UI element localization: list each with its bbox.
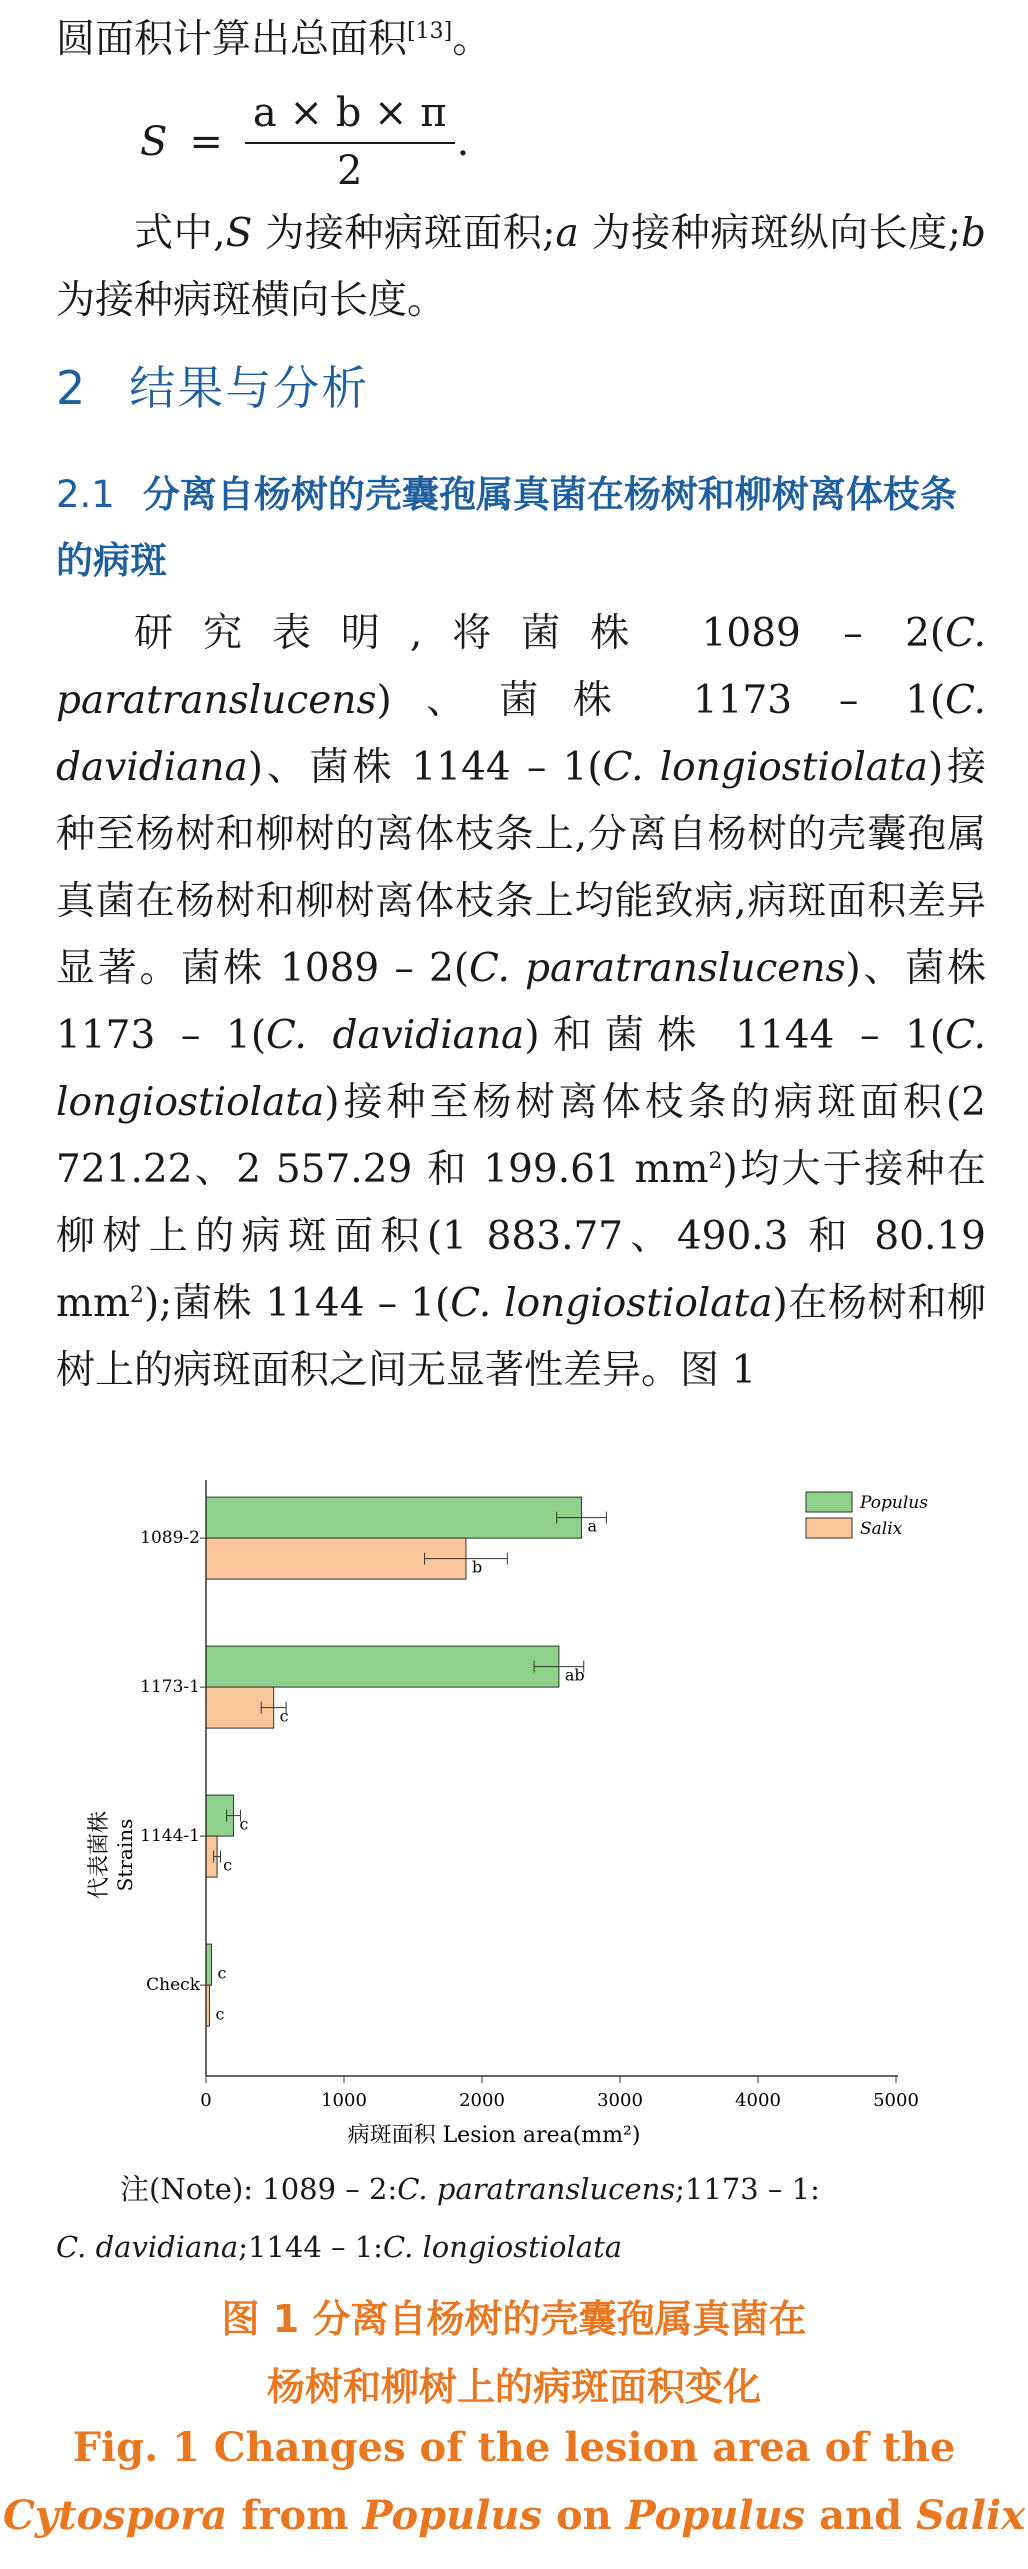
species-name: C. longiostiolata xyxy=(602,745,928,790)
x-tick-label: 4000 xyxy=(735,2090,781,2111)
significance-label: ab xyxy=(564,1665,585,1685)
y-tick-label: 1089-2 xyxy=(140,1528,200,1549)
text-run: )和菌株 1144 – 1( xyxy=(524,1013,946,1058)
y-tick-label: 1173-1 xyxy=(140,1677,200,1698)
significance-label: c xyxy=(279,1706,289,1726)
subsection-number: 2.1 xyxy=(56,473,115,516)
x-tick-label: 2000 xyxy=(459,2090,505,2111)
subsection-heading xyxy=(56,462,986,594)
species-name: C. davidiana xyxy=(266,1013,525,1058)
text-run: )、菌株 1173 – 1( xyxy=(376,678,946,723)
species-name: C. paratranslucens xyxy=(56,611,986,723)
significance-label: c xyxy=(223,1855,233,1875)
caption-genus: Populus xyxy=(362,2492,543,2539)
text-run: )在杨树和柳树上的病斑面积之间无显著性差异。图 1 xyxy=(56,1281,986,1393)
formula-equals: = xyxy=(189,119,223,165)
caption-cn-line-2: 杨树和柳树上的病斑面积变化 xyxy=(266,2365,761,2409)
text-run: )、菌株 1144 – 1( xyxy=(247,745,603,790)
text-run: 圆面积计算出总面积 xyxy=(56,17,408,62)
text-run: and xyxy=(805,2492,916,2539)
significance-label: c xyxy=(239,1814,249,1834)
text-run: 式中, xyxy=(134,211,226,256)
species-name: C. paratranslucens xyxy=(469,946,846,991)
caption-en-line-2 xyxy=(0,2492,1028,2539)
text-run: );菌株 1144 – 1( xyxy=(143,1281,451,1326)
formula-lhs: S xyxy=(140,119,168,165)
note-label: 注(Note): xyxy=(120,2172,254,2206)
bar-populus-1089-2 xyxy=(206,1497,582,1538)
text-run: )均大于接种在柳树上的病斑面积(1 883.77、490.3 和 80.19 mm xyxy=(56,1147,987,1326)
section-number: 2 xyxy=(56,361,88,415)
caption-genus: Populus xyxy=(625,2492,806,2539)
formula-denominator: 2 xyxy=(337,148,363,194)
x-tick-label: 5000 xyxy=(873,2090,919,2111)
significance-label: c xyxy=(215,2004,225,2024)
legend-swatch xyxy=(806,1492,852,1512)
note-line-1 xyxy=(56,2160,986,2218)
y-axis-label-en: Strains xyxy=(113,1818,137,1892)
y-tick-label: 1144-1 xyxy=(140,1826,200,1847)
text-run: )接种至杨树离体枝条的病斑面积(2 721.22、2 557.29 和 199.61 mm xyxy=(56,1080,986,1192)
bar-populus-check xyxy=(206,1944,212,1985)
species-name: C. longiostiolata xyxy=(382,2230,623,2264)
text-run: ;1144 – 1: xyxy=(238,2230,383,2264)
subsection-title: 分离自杨树的壳囊孢属真菌在杨树和柳树离体枝条的病斑 xyxy=(56,473,957,582)
significance-label: b xyxy=(471,1557,483,1577)
species-name: C. davidiana xyxy=(56,2230,239,2264)
note-line-2 xyxy=(56,2218,986,2276)
x-tick-label: 3000 xyxy=(597,2090,643,2111)
species-name: C. longiostiolata xyxy=(450,1281,773,1326)
caption-genus: Salix xyxy=(916,2492,1026,2539)
formula-numerator: a × b × π xyxy=(245,90,455,144)
y-axis-label-cn: 代表菌株 xyxy=(87,1810,112,1900)
var-b: b xyxy=(961,211,986,256)
section-heading xyxy=(56,352,369,418)
significance-label: c xyxy=(217,1963,227,1983)
section-title: 结果与分析 xyxy=(129,361,370,415)
paragraph-results xyxy=(56,600,986,1404)
text-run: 1089 – 2: xyxy=(262,2172,398,2206)
legend-label: Populus xyxy=(860,1493,928,1513)
text-run: 为接种病斑横向长度。 xyxy=(56,278,447,323)
chart-legend xyxy=(806,1492,928,1539)
citation-ref: [13] xyxy=(407,19,453,44)
text-run: on xyxy=(542,2492,626,2539)
text-run: ;1173 – 1: xyxy=(675,2172,820,2206)
legend-label: Salix xyxy=(860,1519,903,1539)
superscript: 2 xyxy=(708,1149,723,1174)
legend-swatch xyxy=(806,1518,852,1538)
species-name: C. longiostiolata xyxy=(56,1013,986,1125)
text-run: from xyxy=(227,2492,363,2539)
significance-label: a xyxy=(587,1516,598,1536)
x-tick-label: 1000 xyxy=(321,2090,367,2111)
text-run: )、菌株 1173 – 1( xyxy=(56,946,987,1058)
text-run: )接种至杨树和柳树的离体枝条上,分离自杨树的壳囊孢属真菌在杨树和柳树离体枝条上均能致病,病斑面积差异显著。菌株 1089 – 2( xyxy=(56,745,987,991)
text-run: 研究表明,将菌株 1089 – 2( xyxy=(134,611,946,656)
figure-note xyxy=(56,2160,986,2276)
text-run: 为接种病斑纵向长度; xyxy=(578,211,962,256)
formula-fraction xyxy=(245,90,455,194)
chart-bars xyxy=(206,1497,606,2026)
x-tick-label: 0 xyxy=(200,2090,212,2111)
var-s: S xyxy=(225,211,253,256)
caption-genus: Cytospora xyxy=(2,2492,228,2539)
formula-period: . xyxy=(456,119,470,165)
caption-cn-line-1: 图 1 分离自杨树的壳囊孢属真菌在 xyxy=(221,2297,807,2341)
text-run: 。 xyxy=(452,17,492,62)
lesion-area-bar-chart xyxy=(70,1470,970,2160)
area-formula xyxy=(140,92,469,192)
species-name: C. davidiana xyxy=(56,678,986,790)
species-name: C. paratranslucens xyxy=(397,2172,676,2206)
bar-populus-1173-1 xyxy=(206,1646,559,1687)
x-axis-label: 病斑面积 Lesion area(mm²) xyxy=(347,2123,641,2148)
y-tick-label: Check xyxy=(146,1975,200,1996)
text-run: 为接种病斑面积; xyxy=(252,211,556,256)
var-a: a xyxy=(555,211,579,256)
paragraph-area-formula-intro xyxy=(56,6,986,73)
paragraph-formula-explanation xyxy=(56,200,986,334)
caption-en-line-1: Fig. 1 Changes of the lesion area of the xyxy=(72,2424,956,2471)
superscript: 2 xyxy=(129,1283,144,1308)
